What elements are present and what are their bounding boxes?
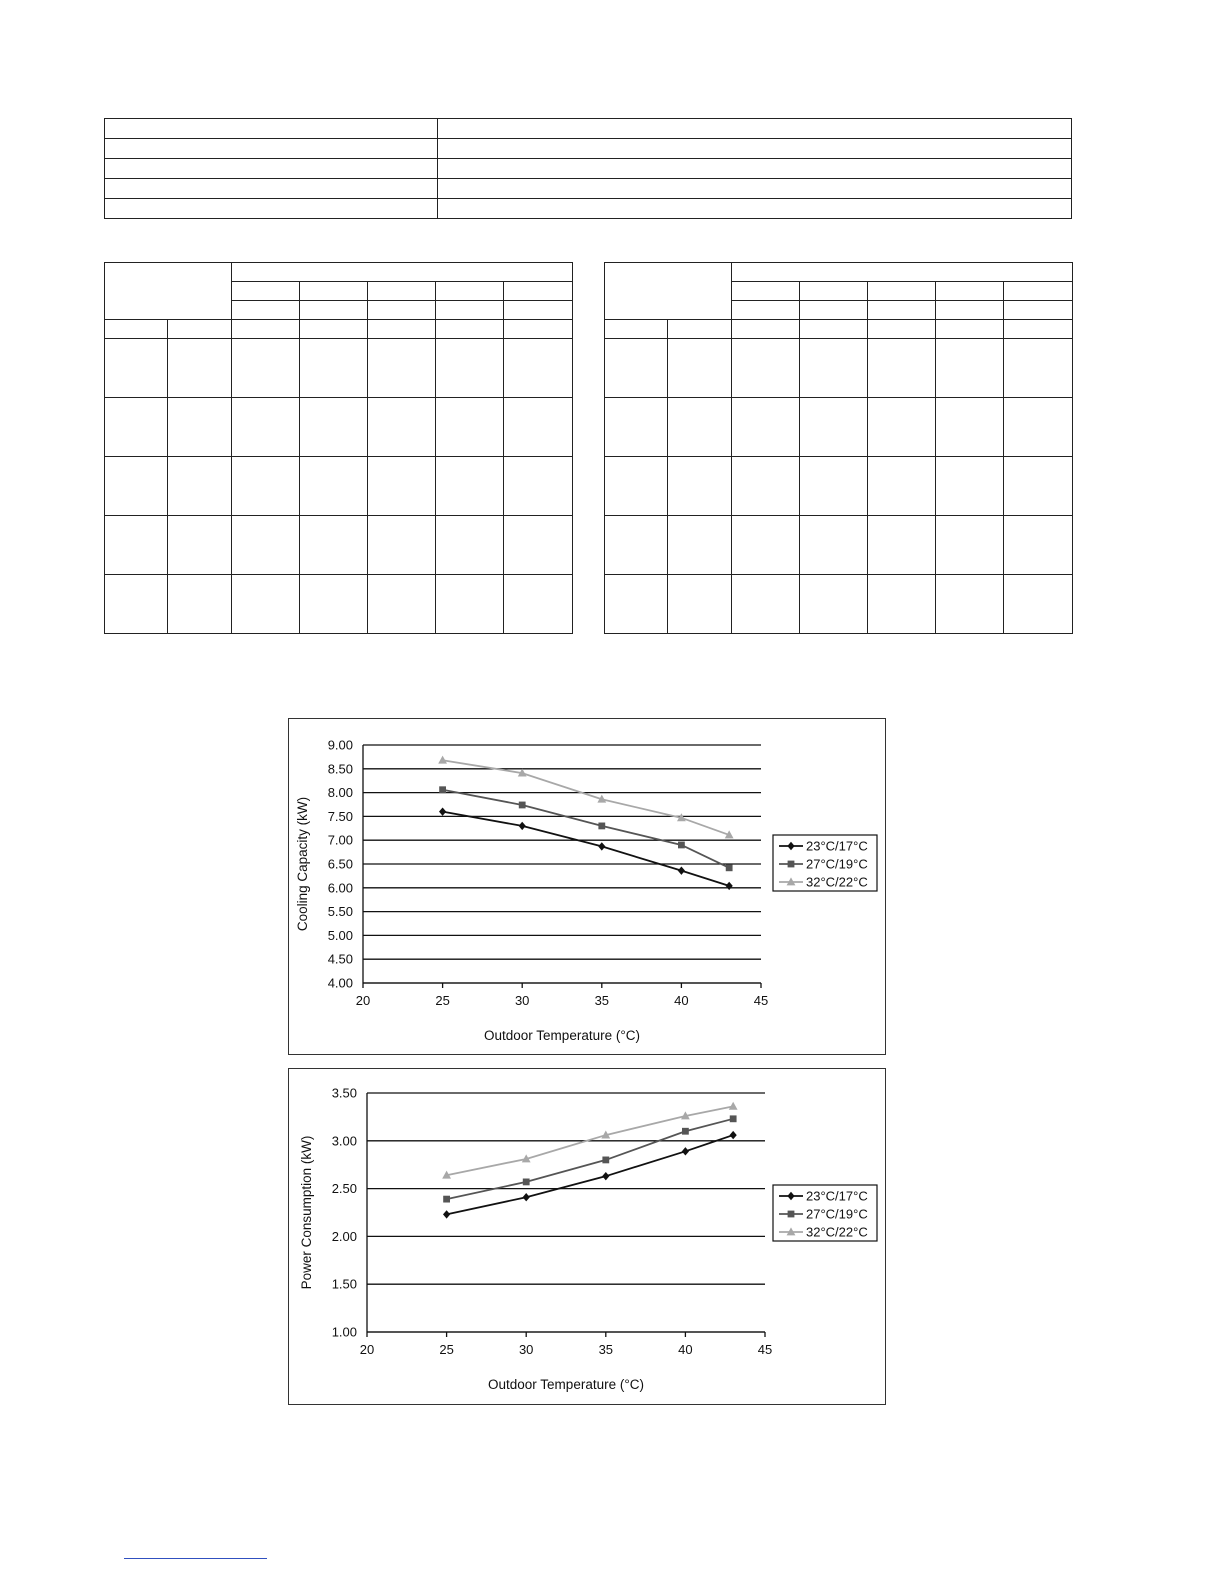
data-point-triangle <box>438 756 447 764</box>
data-point-square <box>730 1115 737 1122</box>
table-cell <box>168 516 232 575</box>
table-cell <box>732 301 800 320</box>
table-cell <box>800 457 868 516</box>
table-cell <box>868 339 936 398</box>
table-cell <box>232 398 300 457</box>
table-cell <box>105 398 168 457</box>
table-cell <box>936 282 1004 301</box>
table-cell <box>868 301 936 320</box>
y-tick-label: 6.50 <box>327 856 353 872</box>
table-cell <box>300 301 368 320</box>
table-cell <box>732 516 800 575</box>
table-cell <box>668 575 732 634</box>
table-cell <box>936 516 1004 575</box>
x-tick-label: 35 <box>598 1342 614 1357</box>
y-tick-label: 7.50 <box>327 808 353 824</box>
data-point-square <box>602 1157 609 1164</box>
table-cell <box>668 457 732 516</box>
x-tick-label: 35 <box>594 993 610 1008</box>
table-cell <box>105 199 438 219</box>
table-cell <box>368 575 436 634</box>
table-cell <box>436 320 504 339</box>
table-cell <box>800 398 868 457</box>
table-cell <box>605 263 732 320</box>
table-cell <box>232 457 300 516</box>
table-cell <box>300 575 368 634</box>
power-consumption-chart-panel <box>288 1068 886 1405</box>
table-cell <box>504 339 573 398</box>
table-cell <box>105 179 438 199</box>
performance-table-right <box>604 262 1073 634</box>
table-cell <box>300 320 368 339</box>
legend-label: 27°C/19°C <box>806 1206 868 1222</box>
table-cell <box>504 457 573 516</box>
table-cell <box>1004 516 1073 575</box>
spec-table <box>104 118 1072 219</box>
table-cell <box>800 301 868 320</box>
table-row <box>105 159 1072 179</box>
table-cell <box>732 263 1073 282</box>
power-consumption-chart <box>289 1069 884 1403</box>
data-point-square <box>519 802 526 809</box>
legend <box>773 1185 877 1241</box>
table-cell <box>105 159 438 179</box>
table-cell <box>232 282 300 301</box>
table-cell <box>800 516 868 575</box>
table-row <box>105 199 1072 219</box>
data-point-square <box>682 1128 689 1135</box>
table-cell <box>1004 575 1073 634</box>
y-tick-label: 4.50 <box>327 951 353 967</box>
table-cell <box>300 282 368 301</box>
table-cell <box>732 398 800 457</box>
table-cell <box>800 575 868 634</box>
table-cell <box>605 516 668 575</box>
table-cell <box>105 457 168 516</box>
table-cell <box>868 457 936 516</box>
x-tick-label: 25 <box>435 993 450 1008</box>
table-cell <box>300 398 368 457</box>
table-cell <box>504 282 573 301</box>
y-tick-label: 1.50 <box>331 1276 357 1292</box>
y-tick-label: 5.00 <box>327 927 353 943</box>
table-cell <box>732 575 800 634</box>
series-line <box>443 812 730 886</box>
table-row <box>605 457 1073 516</box>
data-point-diamond <box>439 807 446 815</box>
table-cell <box>732 320 800 339</box>
table-cell <box>438 199 1072 219</box>
data-point-triangle <box>729 1102 738 1110</box>
table-cell <box>368 516 436 575</box>
y-tick-label: 3.50 <box>331 1085 357 1101</box>
table-cell <box>232 320 300 339</box>
table-row <box>105 339 573 398</box>
table-cell <box>300 516 368 575</box>
data-point-square <box>523 1179 530 1186</box>
data-point-diamond <box>523 1193 530 1201</box>
table-cell <box>668 516 732 575</box>
table-cell <box>504 398 573 457</box>
table-cell <box>800 339 868 398</box>
table-cell <box>232 301 300 320</box>
table-cell <box>368 301 436 320</box>
table-cell <box>504 320 573 339</box>
table-cell <box>168 339 232 398</box>
table-cell <box>368 282 436 301</box>
y-tick-label: 2.50 <box>331 1181 357 1197</box>
table-cell <box>368 320 436 339</box>
table-cell <box>368 457 436 516</box>
table-cell <box>1004 339 1073 398</box>
table-row <box>105 263 573 282</box>
table-cell <box>232 575 300 634</box>
y-tick-label: 7.00 <box>327 832 353 848</box>
table-cell <box>732 339 800 398</box>
table-cell <box>868 282 936 301</box>
series-line <box>443 790 730 868</box>
table-cell <box>504 575 573 634</box>
legend-label: 32°C/22°C <box>806 1224 868 1240</box>
table-cell <box>605 398 668 457</box>
table-cell <box>868 398 936 457</box>
table-cell <box>1004 282 1073 301</box>
x-tick-label: 30 <box>518 1342 534 1357</box>
table-cell <box>438 139 1072 159</box>
cooling-capacity-chart-panel <box>288 718 886 1055</box>
legend-label: 27°C/19°C <box>806 856 868 872</box>
table-cell <box>1004 398 1073 457</box>
table-cell <box>1004 320 1073 339</box>
table-cell <box>438 179 1072 199</box>
y-tick-label: 9.00 <box>327 737 353 753</box>
data-point-diamond <box>602 1172 609 1180</box>
table-row <box>105 575 573 634</box>
table-cell <box>868 320 936 339</box>
table-row <box>105 516 573 575</box>
table-cell <box>936 301 1004 320</box>
data-point-square <box>726 864 733 871</box>
performance-table-left <box>104 262 573 634</box>
series-line <box>447 1119 734 1199</box>
table-cell <box>105 263 232 320</box>
table-cell <box>436 457 504 516</box>
data-point-diamond <box>730 1131 737 1139</box>
table-cell <box>936 575 1004 634</box>
table-row <box>605 339 1073 398</box>
table-cell <box>605 339 668 398</box>
table-row <box>105 398 573 457</box>
table-cell <box>168 398 232 457</box>
table-row <box>105 457 573 516</box>
y-axis-title: Cooling Capacity (kW) <box>295 796 310 932</box>
table-cell <box>936 398 1004 457</box>
legend-label: 32°C/22°C <box>806 874 868 890</box>
table-row <box>605 516 1073 575</box>
series-27-C-19-C <box>439 786 732 871</box>
x-tick-label: 40 <box>678 1342 693 1357</box>
table-cell <box>732 457 800 516</box>
series-27-C-19-C <box>443 1115 736 1202</box>
table-row <box>605 575 1073 634</box>
y-tick-label: 5.50 <box>327 904 353 920</box>
table-cell <box>105 139 438 159</box>
table-cell <box>436 339 504 398</box>
table-cell <box>300 339 368 398</box>
table-cell <box>800 320 868 339</box>
y-tick-label: 2.00 <box>331 1228 357 1244</box>
data-point-diamond <box>682 1147 689 1155</box>
y-tick-label: 1.00 <box>331 1324 357 1340</box>
table-cell <box>436 282 504 301</box>
table-cell <box>605 575 668 634</box>
table-cell <box>105 320 168 339</box>
x-tick-label: 20 <box>355 993 371 1008</box>
table-row <box>605 398 1073 457</box>
table-cell <box>232 263 573 282</box>
data-point-square <box>678 842 685 849</box>
table-cell <box>368 339 436 398</box>
footer-rule <box>124 1558 267 1559</box>
legend-label: 23°C/17°C <box>806 1188 868 1204</box>
table-row <box>105 139 1072 159</box>
legend-label: 23°C/17°C <box>806 838 868 854</box>
table-cell <box>436 301 504 320</box>
data-point-square <box>443 1196 450 1203</box>
table-cell <box>668 339 732 398</box>
x-tick-label: 40 <box>674 993 689 1008</box>
table-cell <box>1004 457 1073 516</box>
x-tick-label: 45 <box>753 993 769 1008</box>
table-cell <box>232 339 300 398</box>
data-point-square <box>598 823 605 830</box>
table-cell <box>936 457 1004 516</box>
cooling-capacity-chart <box>289 719 884 1053</box>
y-tick-label: 3.00 <box>331 1133 357 1149</box>
table-cell <box>105 339 168 398</box>
data-point-diamond <box>598 842 605 850</box>
y-tick-label: 4.00 <box>327 975 353 991</box>
table-cell <box>105 575 168 634</box>
table-cell <box>800 282 868 301</box>
series-23-C-17-C <box>443 1131 737 1219</box>
table-row <box>105 320 573 339</box>
table-cell <box>105 119 438 139</box>
table-cell <box>936 320 1004 339</box>
table-cell <box>868 575 936 634</box>
table-cell <box>300 457 368 516</box>
table-cell <box>438 119 1072 139</box>
y-axis-title: Power Consumption (kW) <box>299 1135 314 1290</box>
data-point-square <box>788 861 795 868</box>
table-cell <box>232 516 300 575</box>
table-cell <box>504 301 573 320</box>
table-cell <box>1004 301 1073 320</box>
data-point-diamond <box>443 1210 450 1218</box>
x-tick-label: 25 <box>439 1342 454 1357</box>
table-cell <box>605 457 668 516</box>
y-tick-label: 8.00 <box>327 785 353 801</box>
table-cell <box>732 282 800 301</box>
table-cell <box>368 398 436 457</box>
data-point-square <box>439 786 446 793</box>
data-point-diamond <box>726 882 733 890</box>
x-tick-label: 20 <box>359 1342 375 1357</box>
table-cell <box>504 516 573 575</box>
y-tick-label: 6.00 <box>327 880 353 896</box>
table-row <box>105 119 1072 139</box>
data-point-diamond <box>519 822 526 830</box>
x-axis-title: Outdoor Temperature (°C) <box>488 1377 644 1392</box>
table-row <box>605 320 1073 339</box>
x-tick-label: 30 <box>514 993 530 1008</box>
table-cell <box>105 516 168 575</box>
data-point-diamond <box>678 866 685 874</box>
table-cell <box>436 398 504 457</box>
table-cell <box>168 575 232 634</box>
table-cell <box>436 516 504 575</box>
x-tick-label: 45 <box>757 1342 773 1357</box>
table-cell <box>436 575 504 634</box>
series-line <box>447 1135 734 1214</box>
table-cell <box>605 320 668 339</box>
table-cell <box>168 457 232 516</box>
table-cell <box>668 398 732 457</box>
data-point-square <box>788 1211 795 1218</box>
table-cell <box>668 320 732 339</box>
table-cell <box>438 159 1072 179</box>
table-cell <box>936 339 1004 398</box>
table-row <box>605 263 1073 282</box>
table-cell <box>168 320 232 339</box>
x-axis-title: Outdoor Temperature (°C) <box>484 1028 640 1043</box>
y-tick-label: 8.50 <box>327 761 353 777</box>
table-cell <box>868 516 936 575</box>
legend <box>773 835 877 891</box>
table-row <box>105 179 1072 199</box>
